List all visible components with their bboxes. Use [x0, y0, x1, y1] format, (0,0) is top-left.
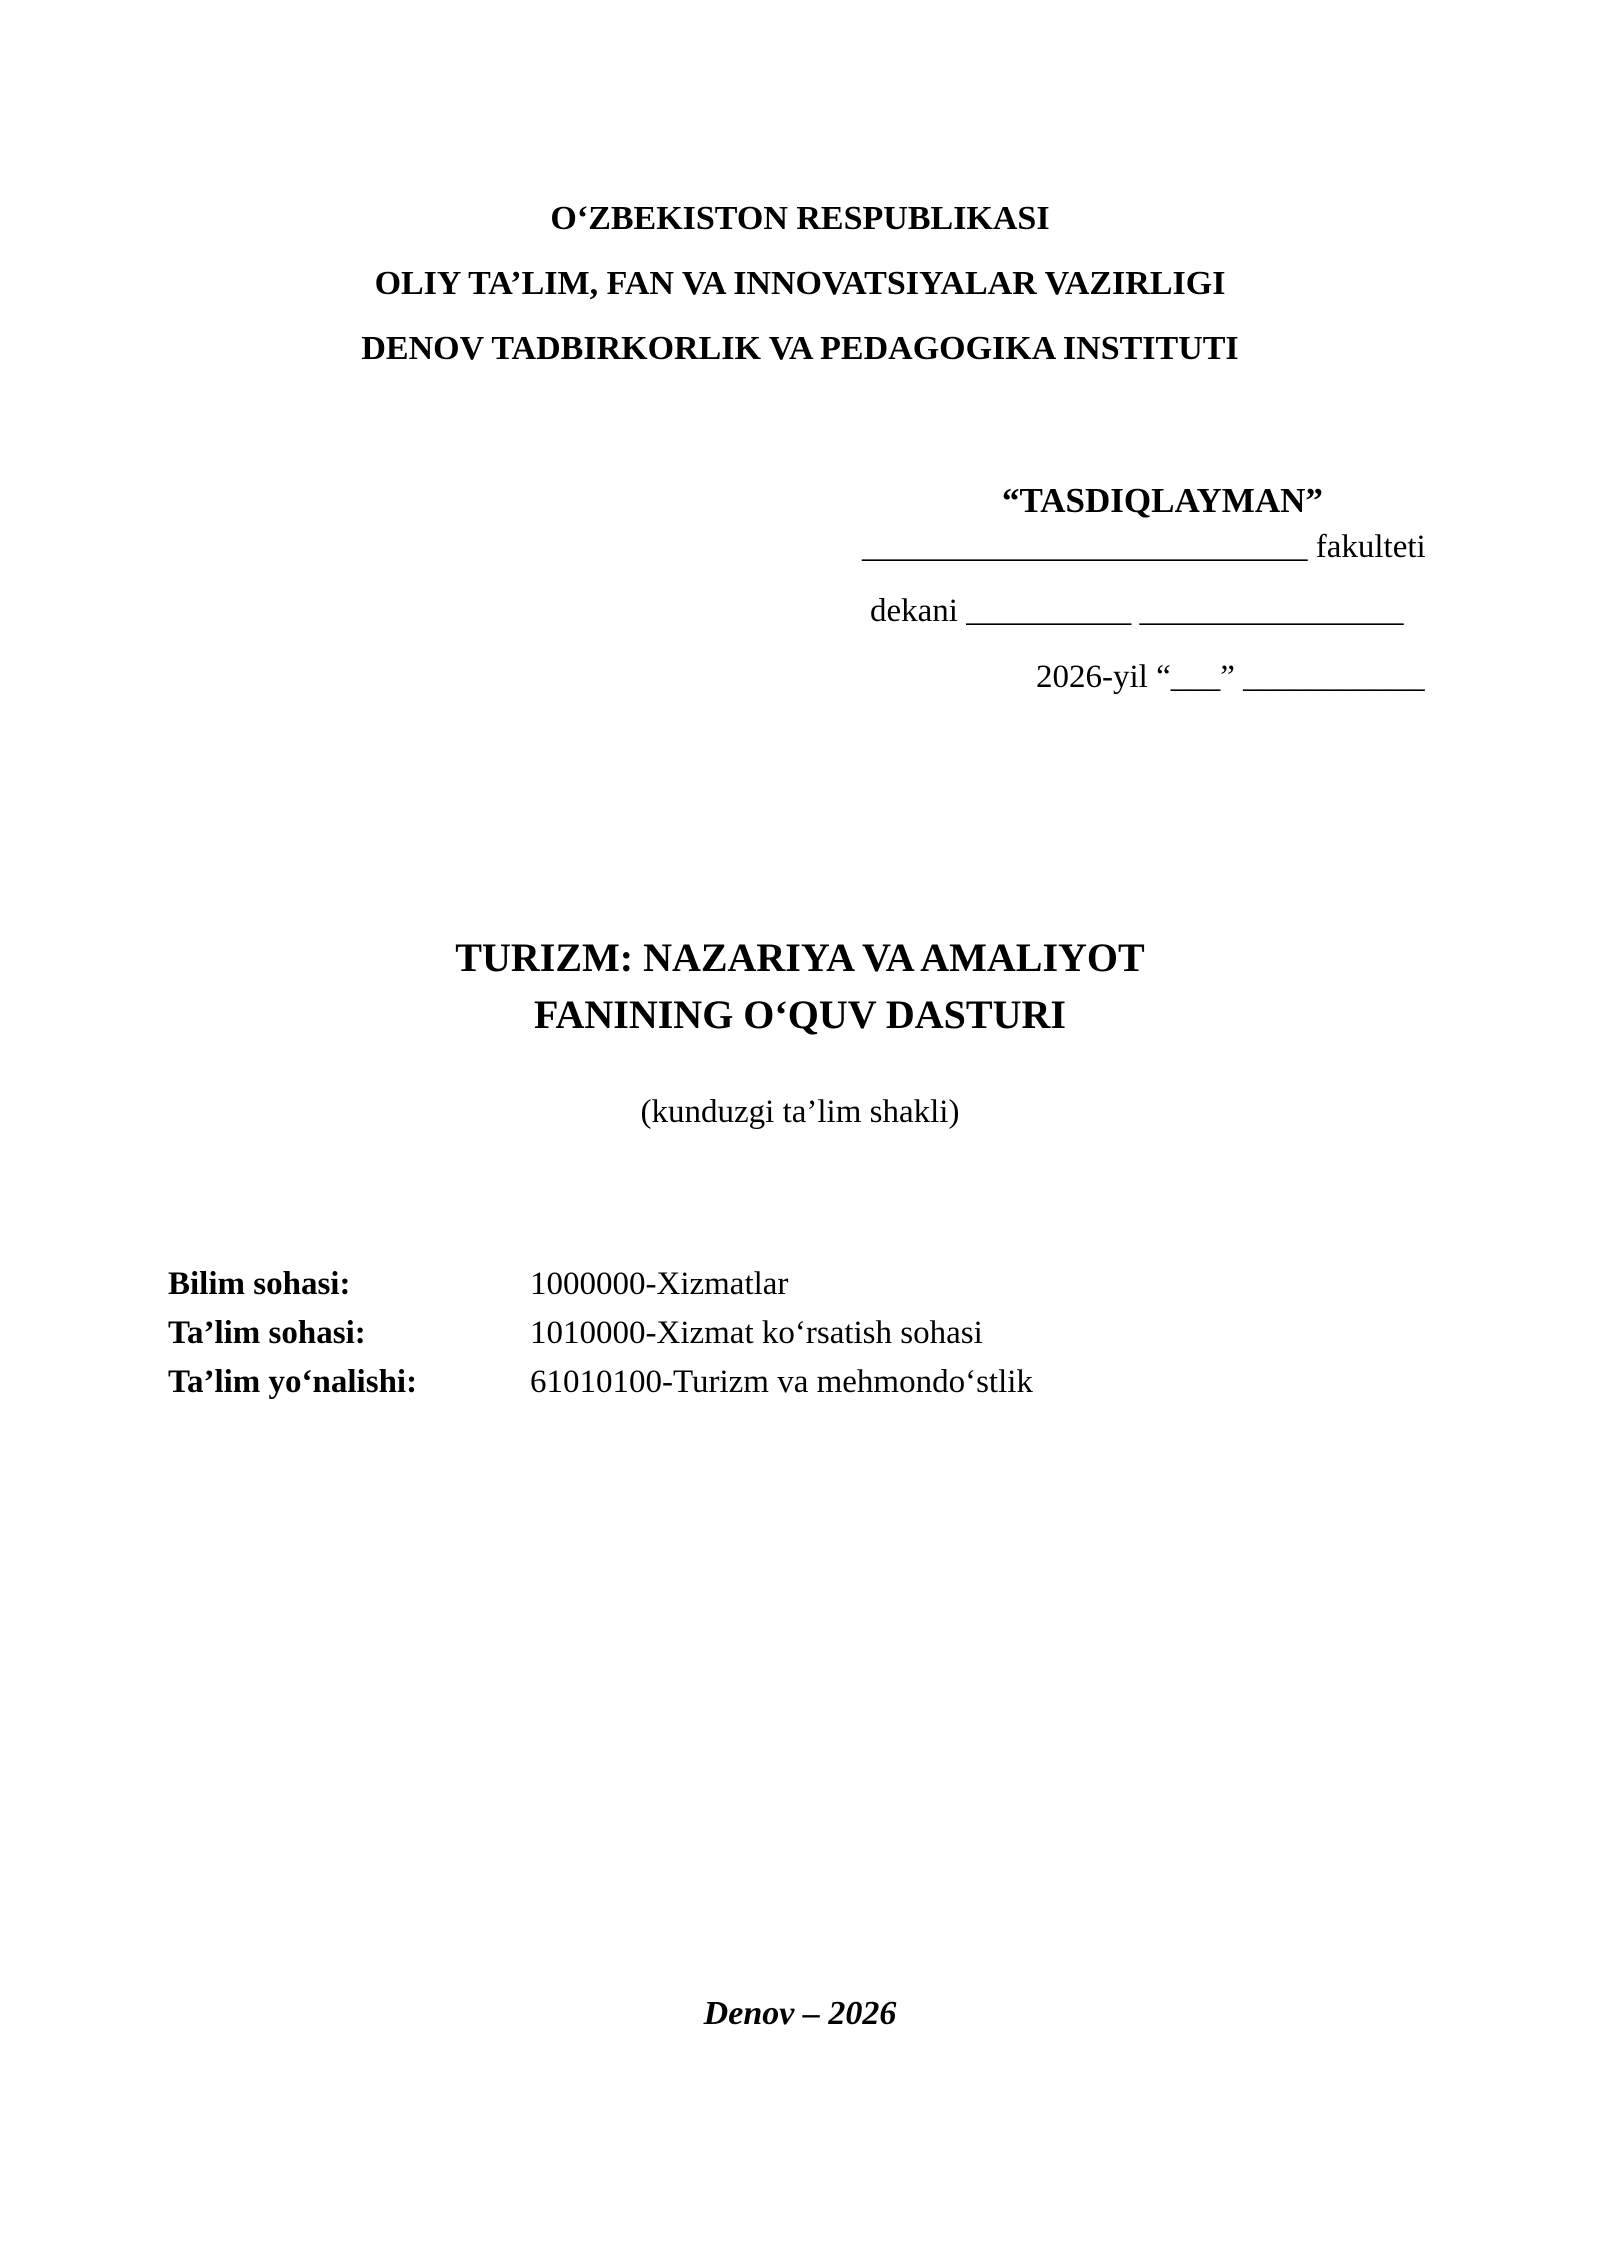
info-label: Ta’lim sohasi: [168, 1315, 366, 1351]
document-title-line1: TURIZM: NAZARIYA VA AMALIYOT [455, 935, 1145, 980]
document-subtitle: (kunduzgi ta’lim shakli) [640, 1094, 960, 1130]
info-label: Bilim sohasi: [168, 1266, 351, 1302]
footer-place-year: Denov – 2026 [703, 1995, 897, 2032]
info-row-education-area [168, 1309, 1468, 1357]
info-value: 1000000-Xizmatlar [530, 1266, 789, 1302]
header-country: O‘ZBEKISTON RESPUBLIKASI [550, 200, 1050, 237]
approval-title: “TASDIQLAYMAN” [1002, 481, 1323, 520]
header-ministry: OLIY TA’LIM, FAN VA INNOVATSIYALAR VAZIRLIGI [374, 265, 1226, 302]
info-row-knowledge-area [168, 1260, 1468, 1308]
info-label: Ta’lim yo‘nalishi: [168, 1364, 418, 1400]
document-title-line2: FANINING O‘QUV DASTURI [534, 992, 1066, 1037]
approval-dean-line: dekani __________ ________________ [870, 593, 1404, 629]
info-value: 61010100-Turizm va mehmondo‘stlik [530, 1364, 1033, 1400]
info-value: 1010000-Xizmat ko‘rsatish sohasi [530, 1315, 983, 1351]
approval-date-line: 2026-yil “___” ___________ [1036, 659, 1425, 695]
info-row-education-direction [168, 1358, 1468, 1406]
approval-faculty-line: ___________________________ fakulteti [862, 529, 1426, 565]
header-institute: DENOV TADBIRKORLIK VA PEDAGOGIKA INSTITUTI [361, 330, 1239, 367]
